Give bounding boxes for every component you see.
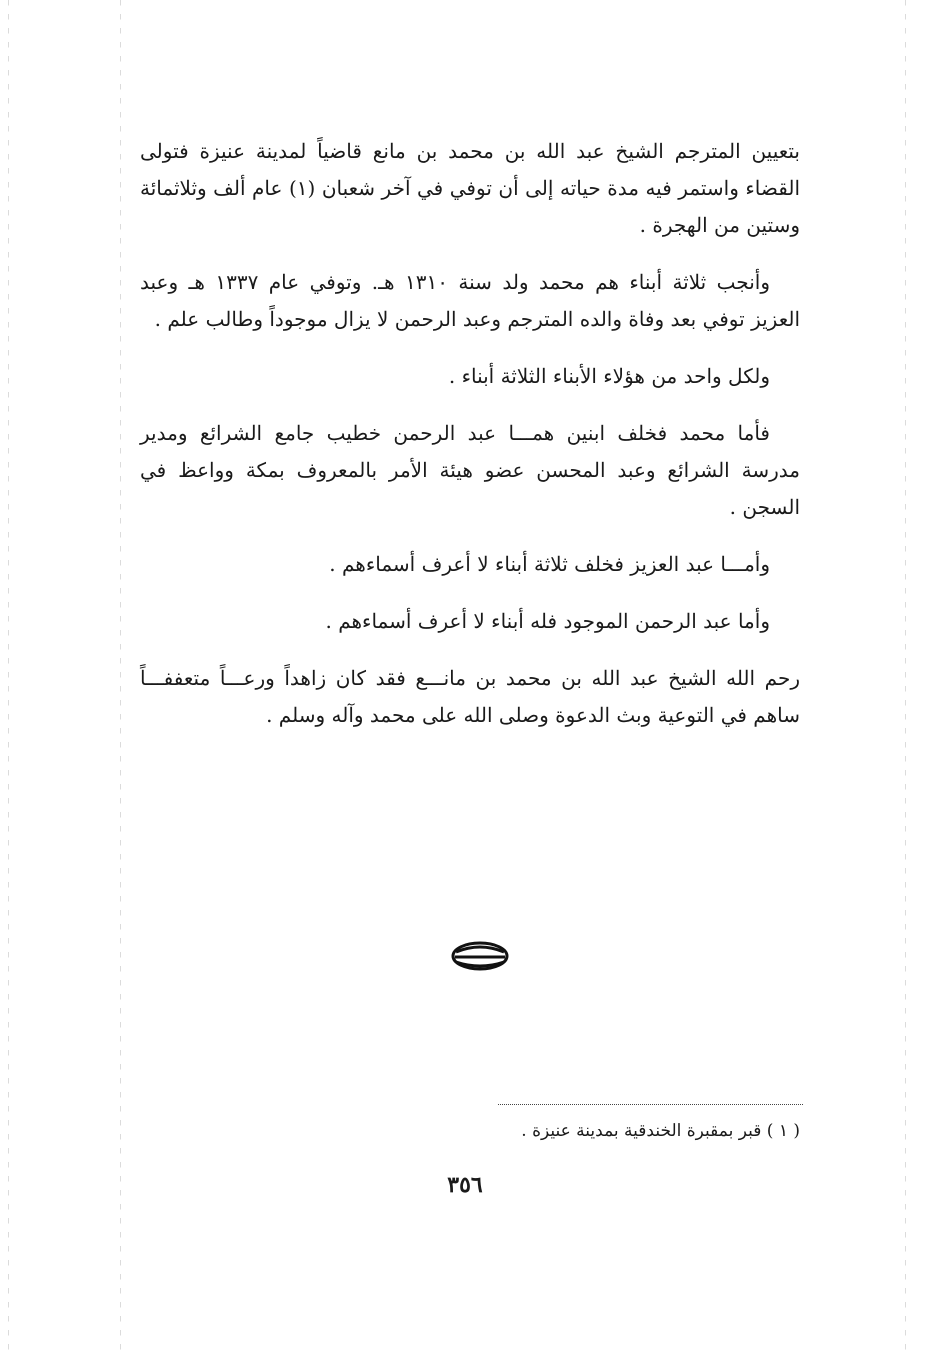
paragraph-abdulaziz: وأمـــا عبد العزيز فخلف ثلاثة أبناء لا أعرف أسماءهم . <box>329 552 770 576</box>
footnote: ( ١ ) قبر بمقبرة الخندقية بمدينة عنيزة . <box>521 1121 800 1141</box>
scan-margin-speckle <box>8 0 9 1357</box>
ornament-divider-icon <box>450 940 510 972</box>
page-number: ٣٥٦ <box>447 1172 483 1198</box>
paragraph-sons: وأنجب ثلاثة أبناء هم محمد ولد سنة ١٣١٠ هـ. وتوفي عام ١٣٣٧ هـ وعبد العزيز توفي بعد وفاة والده المترجم وعبد الرحمن لا يزال موجوداً وطالب علم . <box>140 270 800 331</box>
body-text <box>140 133 800 754</box>
paragraph-appointment: بتعيين المترجم الشيخ عبد الله بن محمد بن مانع قاضياً لمدينة عنيزة فتولى القضاء واستمر فيه مدة حياته إلى أن توفي في آخر شعبان (١) عام ألف وثلاثمائة وستين من الهجرة . <box>140 139 801 237</box>
paragraph-closing: رحم الله الشيخ عبد الله بن محمد بن مانـــع فقد كان زاهداً ورعـــاً متعففـــاً ساهم في التوعية وبث الدعوة وصلى الله على محمد وآله وسلم . <box>140 666 800 727</box>
paragraph-abdulrahman: وأما عبد الرحمن الموجود فله أبناء لا أعرف أسماءهم . <box>325 609 770 633</box>
footnote-divider <box>498 1104 803 1105</box>
paragraph-grandsons: ولكل واحد من هؤلاء الأبناء الثلاثة أبناء . <box>448 364 770 388</box>
paragraph-muhammad: فأما محمد فخلف ابنين همـــا عبد الرحمن خطيب جامع الشرائع ومدير مدرسة الشرائع وعبد المحسن عضو هيئة الأمر بالمعروف بمكة وواعظ في السجن . <box>140 421 800 519</box>
scan-margin-speckle <box>905 0 906 1357</box>
scan-margin-speckle <box>120 0 121 1357</box>
